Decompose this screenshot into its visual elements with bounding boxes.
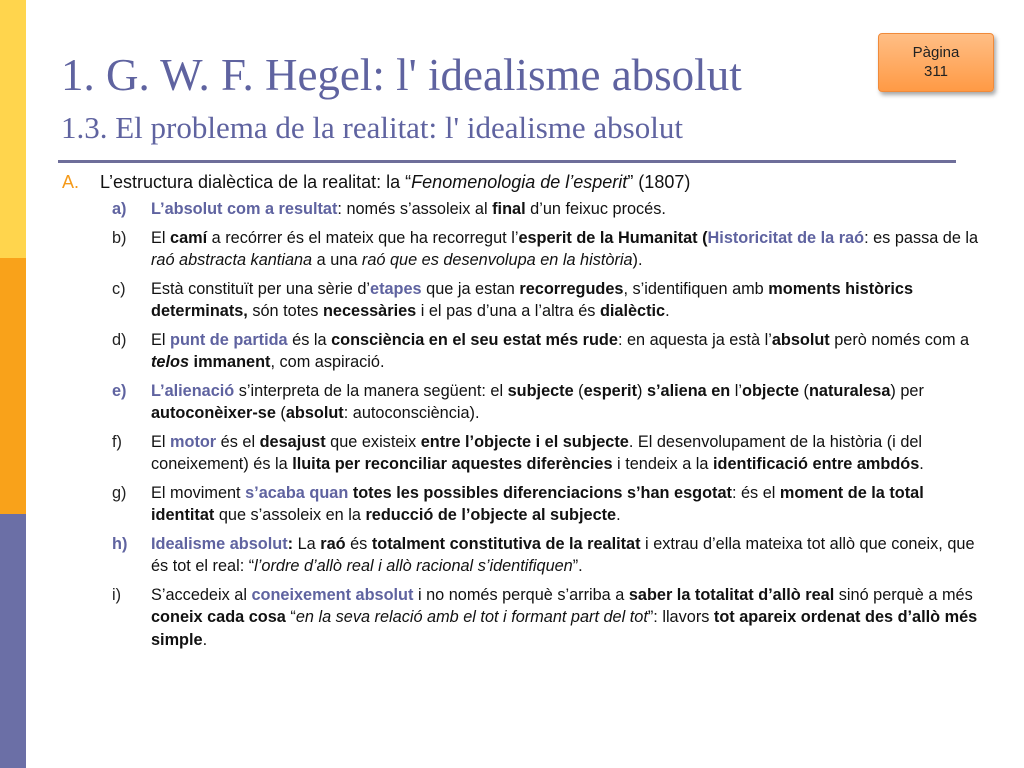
list-marker: f)	[112, 432, 122, 451]
text: ).	[632, 251, 643, 269]
text: desajust	[259, 432, 326, 451]
text: etapes	[370, 279, 422, 298]
text: identificació entre ambdós	[713, 455, 920, 473]
text: raó abstracta kantiana	[151, 251, 313, 269]
list-item-b	[60, 227, 980, 272]
text: punt de partida	[170, 330, 288, 349]
list-marker: e)	[112, 381, 127, 400]
slide-subtitle: 1.3. El problema de la realitat: l' idealisme absolut	[61, 110, 683, 145]
text: d’un feixuc procés.	[525, 200, 666, 218]
color-bar-purple	[0, 514, 26, 768]
text: l’ordre d’allò real i allò racional s’identifiquen	[254, 557, 573, 575]
text: L’estructura dialèctica de la realitat: la “	[100, 172, 412, 192]
text: naturalesa	[808, 381, 891, 400]
text: ” (1807)	[627, 172, 691, 192]
text: La	[293, 534, 321, 553]
text: L’absolut com a resultat	[151, 200, 338, 218]
text: ”: llavors	[647, 608, 714, 626]
text: lluita per reconciliar aquestes diferències	[292, 455, 613, 473]
text: camí	[170, 228, 208, 247]
text: : es passa de la	[864, 228, 979, 247]
text: s’acaba quan	[245, 483, 349, 502]
point-a-marker: A.	[62, 172, 80, 192]
text: i extrau d’ella mateixa tot allò que coneix, que és tot el real: “	[151, 534, 975, 575]
text: absolut	[771, 330, 830, 349]
text: L’alienació	[151, 381, 235, 400]
text: a recórrer és el mateix que ha recorregut l’	[207, 228, 519, 247]
text: que s’assoleix en la	[214, 506, 366, 524]
text: són totes	[247, 302, 323, 320]
text: .	[202, 630, 208, 649]
text: raó que es desenvolupa en la història	[361, 251, 633, 269]
text: moments històrics determinats,	[151, 279, 914, 320]
text: totes les possibles diferenciacions s’han esgotat	[352, 483, 732, 502]
text: immanent	[193, 353, 271, 371]
text: tot apareix ordenat des d’allò més simple	[151, 608, 978, 649]
list-marker: b)	[112, 228, 127, 247]
text: (	[275, 404, 286, 422]
text: Historicitat de la raó	[707, 228, 865, 247]
text: “	[285, 608, 296, 626]
text: esperit de la Humanitat (	[518, 228, 708, 247]
left-color-bar	[0, 0, 26, 768]
text: entre l’objecte i el subjecte	[420, 432, 629, 451]
list-item-g	[60, 482, 980, 527]
list-item-i	[60, 584, 980, 652]
text: : només s’assoleix al	[337, 200, 493, 218]
text: dialèctic	[599, 302, 666, 320]
text: (	[799, 381, 809, 400]
text: totalment constitutiva de la realitat	[371, 534, 641, 553]
text: és el	[216, 432, 260, 451]
text: , com aspiració.	[270, 353, 385, 371]
text: El	[151, 228, 171, 247]
text: .	[616, 506, 621, 524]
text: .	[665, 302, 670, 320]
text: final	[492, 200, 526, 218]
text: sinó perquè a més	[834, 585, 973, 604]
text: Idealisme absolut	[151, 534, 288, 553]
list-item-h	[60, 533, 980, 578]
list-marker: h)	[112, 534, 128, 553]
text: a una	[312, 251, 362, 269]
text: El moviment	[151, 483, 246, 502]
text: en la seva relació amb el tot i formant part del tot	[295, 608, 648, 626]
text: S’accedeix al	[151, 585, 252, 604]
text: . El desenvolupament de la història (i del coneixement) és la	[151, 432, 923, 473]
text: i el pas d’una a l’altra és	[416, 302, 600, 320]
text: necessàries	[322, 302, 417, 320]
text: motor	[170, 432, 217, 451]
text: és la	[287, 330, 332, 349]
text: consciència en el seu estat més rude	[331, 330, 618, 349]
text: El	[151, 432, 171, 451]
text: subjecte	[507, 381, 574, 400]
text: :	[287, 534, 294, 553]
text: moment de la total identitat	[151, 483, 924, 524]
text: esperit	[583, 381, 638, 400]
text: El	[151, 330, 171, 349]
text: .	[919, 455, 924, 473]
page-badge-label: Pàgina	[912, 44, 960, 61]
text: és	[345, 534, 372, 553]
page-badge	[878, 33, 994, 92]
text: ) per	[890, 381, 924, 400]
text: reducció de l’objecte al subjecte	[365, 506, 617, 524]
page-badge-number: 311	[924, 63, 948, 80]
text: objecte	[742, 381, 800, 400]
text: ”.	[572, 557, 583, 575]
text: raó	[320, 534, 346, 553]
slide-title: 1. G. W. F. Hegel: l' idealisme absolut	[61, 50, 742, 100]
text: telos	[151, 353, 190, 371]
text: (	[573, 381, 584, 400]
point-a	[60, 170, 980, 195]
list-item-c	[60, 278, 980, 323]
list-item-a	[60, 198, 980, 221]
text: i tendeix a la	[612, 455, 713, 473]
text: , s’identifiquen amb	[623, 279, 769, 298]
text: absolut	[285, 404, 344, 422]
list-marker: c)	[112, 279, 126, 298]
list-item-e	[60, 380, 980, 425]
text: s’interpreta de la manera següent: el	[234, 381, 508, 400]
text: s’aliena en	[646, 381, 731, 400]
list-item-d	[60, 329, 980, 374]
list-marker: i)	[112, 585, 122, 604]
color-bar-orange	[0, 258, 26, 514]
text: autoconèixer-se	[151, 404, 276, 422]
text: saber la totalitat d’allò real	[628, 585, 835, 604]
list-item-f	[60, 431, 980, 476]
text: Està constituït per una sèrie d’	[151, 279, 371, 298]
list-marker: a)	[112, 200, 127, 218]
text: : és el	[731, 483, 780, 502]
text: Fenomenologia de l’esperit	[411, 172, 628, 192]
title-divider	[58, 160, 956, 163]
color-bar-yellow	[0, 0, 26, 258]
text: coneix cada cosa	[151, 608, 286, 626]
list-marker: d)	[112, 330, 127, 349]
text: que existeix	[325, 432, 421, 451]
text: que ja estan	[421, 279, 520, 298]
text: l’	[730, 381, 742, 400]
text: coneixement absolut	[251, 585, 414, 604]
text: i no només perquè s’arriba a	[413, 585, 629, 604]
slide-content	[60, 170, 980, 657]
list-marker: g)	[112, 483, 127, 502]
text: : autoconsciència).	[343, 404, 480, 422]
text: recorregudes	[519, 279, 624, 298]
text: però només com a	[829, 330, 970, 349]
text: : en aquesta ja està l’	[617, 330, 772, 349]
text: )	[637, 381, 647, 400]
